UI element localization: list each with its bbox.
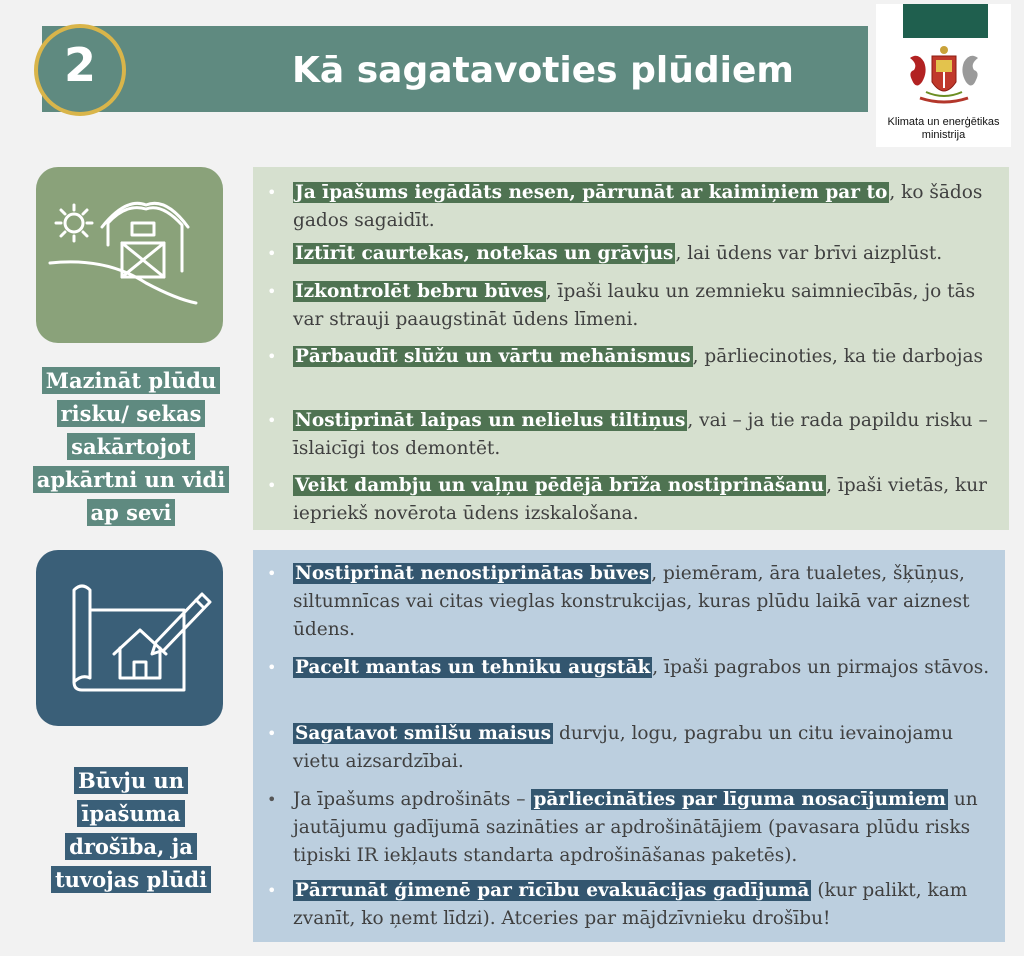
list-item	[267, 720, 991, 776]
list-item	[267, 278, 995, 334]
list-item	[267, 343, 995, 371]
section-number-badge	[34, 24, 126, 116]
item-highlight: pārliecināties par līguma nosacījumiem	[533, 789, 946, 810]
logo-caption-line-2: ministrija	[921, 129, 966, 141]
section1-label-line: Mazināt plūdu	[26, 364, 236, 397]
item-text: , īpaši vietās, kur iepriekš novērota ūdens izskalošana.	[293, 475, 987, 524]
bullet-icon: •	[267, 476, 277, 495]
item-text: durvju, logu, pagrabu un citu ievainojamu vietu aizsardzībai.	[293, 723, 954, 772]
list-item	[267, 179, 995, 235]
blueprint-tile	[36, 550, 223, 726]
bullet-icon: •	[267, 658, 277, 677]
section-number: 2	[63, 38, 96, 92]
item-text: , īpaši pagrabos un pirmajos stāvos.	[652, 657, 990, 678]
item-text: , īpaši lauku un zemnieku saimniecībās, jo tās var strauji paaugstināt ūdens līmeni.	[293, 281, 976, 330]
section2-label	[26, 764, 236, 896]
logo-green-band	[903, 4, 988, 38]
item-prefix: Ja īpašums apdrošināts –	[293, 789, 532, 810]
ministry-logo	[876, 4, 1011, 147]
section1-label-line: risku/ sekas	[26, 397, 236, 430]
bullet-icon: •	[267, 347, 277, 366]
coat-of-arms-icon	[900, 42, 988, 112]
section2-label-line: drošība, ja	[26, 830, 236, 863]
item-highlight: Pārbaudīt slūžu un vārtu mehānismus	[295, 346, 691, 367]
farm-barn-sun-icon	[36, 167, 223, 343]
list-item	[267, 240, 995, 268]
section1-label-line: ap sevi	[26, 496, 236, 529]
bullet-icon: •	[267, 282, 277, 301]
farm-tile	[36, 167, 223, 343]
item-highlight: Iztīrīt caurtekas, notekas un grāvjus	[295, 243, 674, 264]
item-highlight: Sagatavot smilšu maisus	[295, 723, 552, 744]
list-item	[267, 472, 995, 528]
list-item	[267, 560, 991, 644]
section1-panel	[253, 167, 1009, 530]
section2-label-line: īpašuma	[26, 797, 236, 830]
item-text: un jautājumu gadījumā sazināties ar apdrošinātājiem (pavasara plūdu risks tipiski IR iekļauts standarta apdrošināšanas paketēs).	[293, 789, 978, 866]
section2-panel	[253, 550, 1005, 942]
bullet-icon: •	[267, 564, 277, 583]
list-item	[267, 877, 991, 933]
section2-label-line: tuvojas plūdi	[26, 863, 236, 896]
bullet-icon: •	[267, 790, 277, 809]
item-highlight: Veikt dambju un vaļņu pēdējā brīža nostiprināšanu	[295, 475, 825, 496]
bullet-icon: •	[267, 183, 277, 202]
section1-label-line: apkārtni un vidi	[26, 463, 236, 496]
page-title: Kā sagatavoties plūdiem	[292, 50, 794, 91]
bullet-icon: •	[267, 411, 277, 430]
item-text: , piemēram, āra tualetes, šķūņus, siltumnīcas vai citas vieglas konstrukcijas, kuras plūdu laikā var aiznest ūdens.	[293, 563, 970, 640]
item-text: (kur palikt, kam zvanīt, ko ņemt līdzi). Atceries par mājdzīvnieku drošību!	[293, 880, 968, 929]
section1-label-line: sakārtojot	[26, 430, 236, 463]
list-item	[267, 786, 991, 870]
bullet-icon: •	[267, 244, 277, 263]
section2-label-line: Būvju un	[26, 764, 236, 797]
house-blueprint-pencil-icon	[36, 550, 223, 726]
item-highlight: Nostiprināt nenostiprinātas būves	[295, 563, 650, 584]
logo-caption	[876, 116, 1011, 142]
item-text: , vai – ja tie rada papildu risku – īslaicīgi tos demontēt.	[293, 410, 988, 459]
item-highlight: Nostiprināt laipas un nelielus tiltiņus	[295, 410, 686, 431]
item-text: , pārliecinoties, ka tie darbojas	[692, 346, 984, 367]
bullet-icon: •	[267, 724, 277, 743]
logo-caption-line-1: Klimata un enerģētikas	[887, 116, 1000, 128]
item-highlight: Izkontrolēt bebru būves	[295, 281, 544, 302]
list-item	[267, 654, 991, 682]
item-highlight: Ja īpašums iegādāts nesen, pārrunāt ar kaimiņiem par to	[295, 182, 888, 203]
item-highlight: Pārrunāt ģimenē par rīcību evakuācijas gadījumā	[295, 880, 810, 901]
section1-label	[26, 364, 236, 529]
list-item	[267, 407, 995, 463]
bullet-icon: •	[267, 881, 277, 900]
header-bar	[42, 26, 868, 112]
item-text: , ko šādos gados sagaidīt.	[293, 182, 983, 231]
item-highlight: Pacelt mantas un tehniku augstāk	[295, 657, 651, 678]
item-text: , lai ūdens var brīvi aizplūst.	[675, 243, 943, 264]
